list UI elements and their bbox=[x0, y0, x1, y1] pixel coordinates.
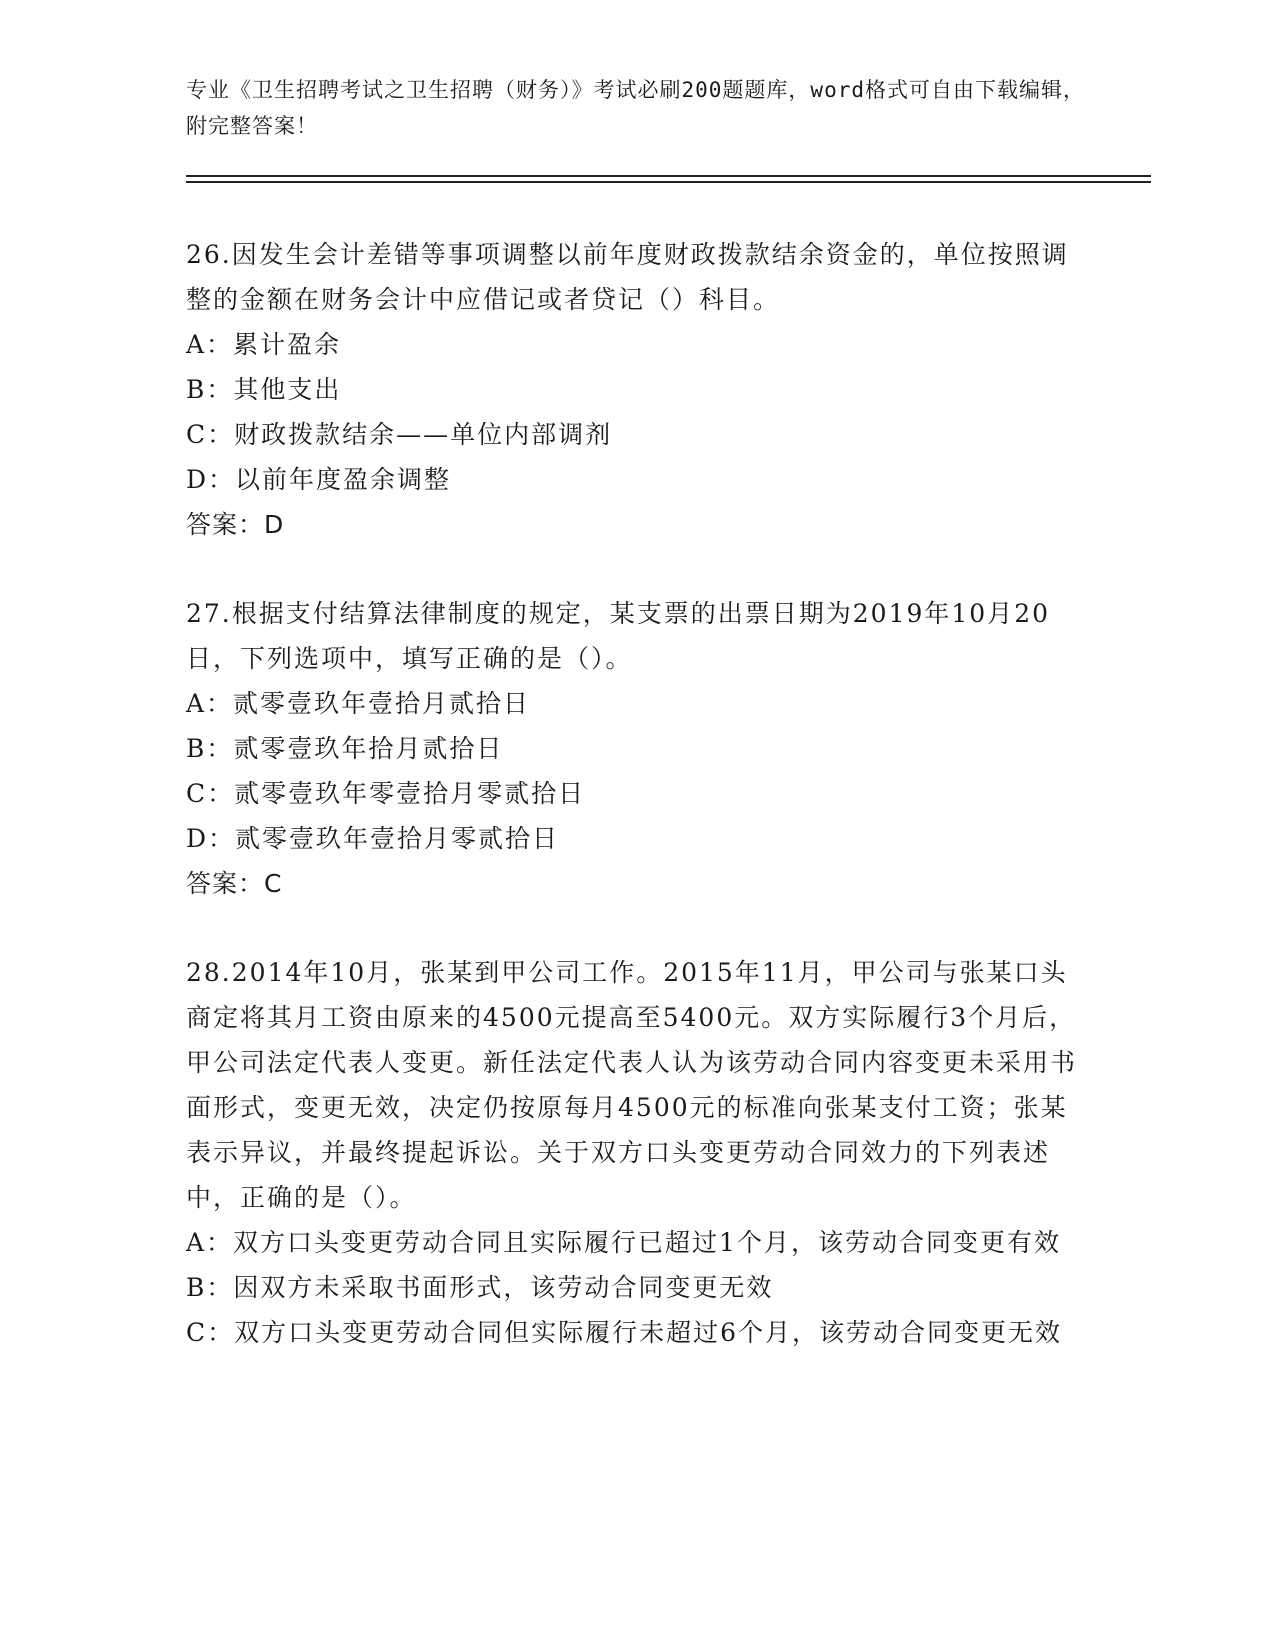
option-c: C：财政拨款结余——单位内部调剂 bbox=[186, 420, 613, 449]
option-d: D：以前年度盈余调整 bbox=[186, 465, 452, 494]
question-list bbox=[186, 232, 1086, 1399]
question-26 bbox=[186, 232, 1086, 547]
answer: 答案：D bbox=[186, 510, 285, 539]
question-text: 26.因发生会计差错等事项调整以前年度财政拨款结余资金的，单位按照调整的金额在财务会计中应借记或者贷记（）科目。 bbox=[186, 240, 1069, 314]
option-b: B：其他支出 bbox=[186, 375, 342, 404]
option-a: A：累计盈余 bbox=[186, 330, 342, 359]
question-28 bbox=[186, 950, 1086, 1355]
option-d: D：贰零壹玖年壹拾月零贰拾日 bbox=[186, 824, 560, 853]
question-27 bbox=[186, 591, 1086, 906]
option-a: A：双方口头变更劳动合同且实际履行已超过1个月，该劳动合同变更有效 bbox=[186, 1228, 1061, 1257]
question-text: 28.2014年10月，张某到甲公司工作。2015年11月，甲公司与张某口头商定将其月工资由原来的4500元提高至5400元。双方实际履行3个月后，甲公司法定代表人变更。新任法定代表人认为该劳动合同内容变更未采用书面形式，变更无效，决定仍按原每月4500元的标准向张某支付工资；张某表示异议，并最终提起诉讼。关于双方口头变更劳动合同效力的下列表述中，正确的是（）。 bbox=[186, 958, 1078, 1212]
question-text: 27.根据支付结算法律制度的规定，某支票的出票日期为2019年10月20日，下列选项中，填写正确的是（）。 bbox=[186, 599, 1051, 673]
document-header: 专业《卫生招聘考试之卫生招聘（财务）》考试必刷200题题库，word格式可自由下载编辑，附完整答案！ bbox=[186, 78, 1085, 138]
header-divider-bottom bbox=[186, 181, 1151, 183]
answer: 答案：C bbox=[186, 869, 283, 898]
option-c: C：双方口头变更劳动合同但实际履行未超过6个月，该劳动合同变更无效 bbox=[186, 1318, 1063, 1347]
option-b: B：贰零壹玖年拾月贰拾日 bbox=[186, 734, 504, 763]
option-a: A：贰零壹玖年壹拾月贰拾日 bbox=[186, 689, 531, 718]
option-b: B：因双方未采取书面形式，该劳动合同变更无效 bbox=[186, 1273, 774, 1302]
header-divider-top bbox=[186, 175, 1151, 177]
option-c: C：贰零壹玖年零壹拾月零贰拾日 bbox=[186, 779, 586, 808]
